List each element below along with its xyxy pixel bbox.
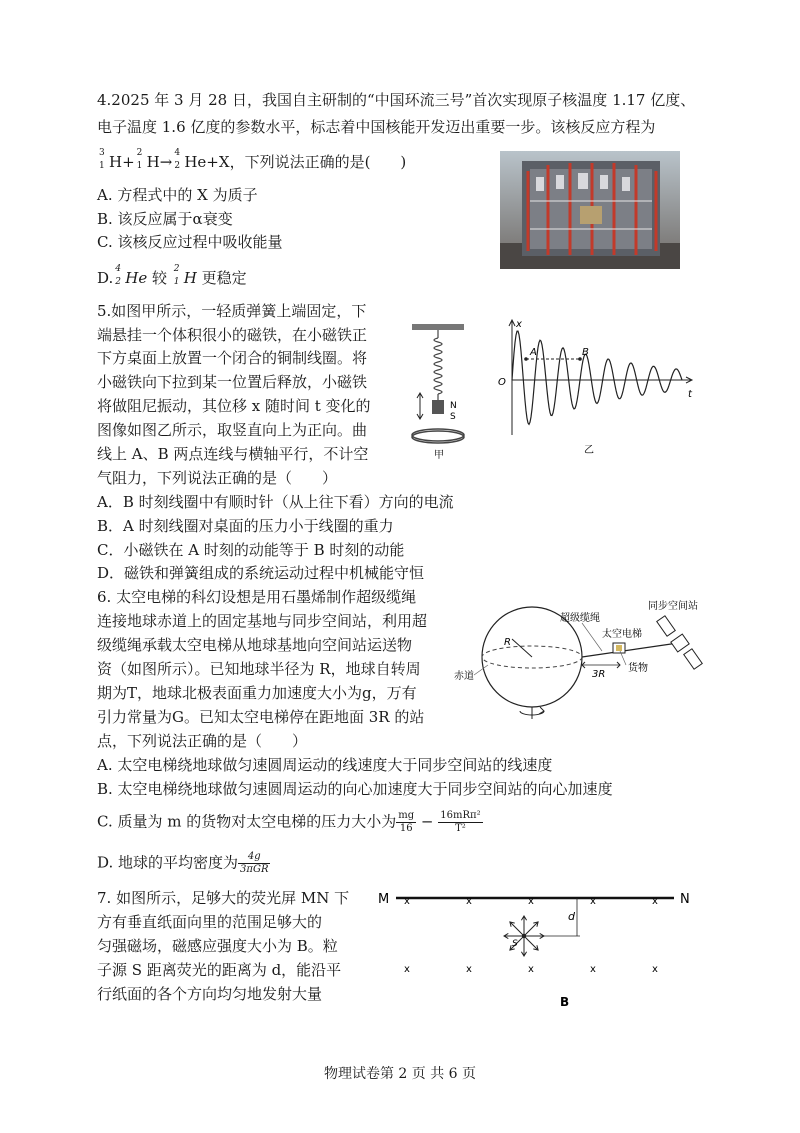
space-station-icon: [657, 616, 703, 669]
figure-yi-displacement-graph: [490, 315, 700, 460]
q4-option-d: D. 4 2 He 较 2 1 H 更稳定: [97, 264, 247, 287]
q7-line-3: 匀强磁场，磁感应强度大小为 B。粒: [97, 937, 338, 955]
q6-line-1: 6. 太空电梯的科幻设想是用石墨烯制作超级缆绳: [97, 588, 417, 606]
axis-x-label: x: [516, 319, 522, 330]
q5-line-2: 端悬挂一个体积很小的磁铁，在小磁铁正: [97, 326, 368, 344]
field-x-mark: x: [528, 964, 534, 975]
q6-line-3: 级缆绳承载太空电梯从地球基地向空间站运送物: [97, 636, 413, 654]
nuclide-h2: 2 1 H: [136, 148, 160, 171]
page-footer: 物理试卷第 2 页 共 6 页: [323, 1066, 477, 1082]
q4-equation: 3 1 H+ 2 1 H→ 4 2 He+X，下列说法正确的是( ): [99, 148, 407, 171]
field-x-mark: x: [652, 896, 658, 907]
q5-line-8: 气阻力，下列说法正确的是（ ）: [97, 469, 338, 487]
q4-line-2: 电子温度 1.6 亿度的参数水平，标志着中国核能开发迈出重要一步。该核反应方程为: [97, 118, 656, 136]
magnet-n-label: N: [450, 401, 457, 411]
q7-line-2: 方有垂直纸面向里的范围足够大的: [97, 913, 323, 931]
q7-line-5: 行纸面的各个方向均匀地发射大量: [97, 985, 323, 1003]
emission-ray: [524, 922, 538, 936]
q6-line-4: 资（如图所示）。已知地球半径为 R，地球自转周: [97, 660, 421, 678]
field-b-label: B: [560, 995, 570, 1009]
q6-line-2: 连接地球赤道上的固定基地与同步空间站，利用超: [97, 612, 428, 630]
fraction-density: $\frac{4g}{\text{3πGR}}$: [240, 851, 269, 875]
motion-arrows: [417, 393, 423, 419]
q5-line-5: 将做阻尼振动，其位移 x 随时间 t 变化的: [97, 397, 371, 415]
radius-label: R: [504, 637, 511, 648]
elevator-label: 太空电梯: [602, 629, 642, 640]
nuclide-he4: 4 2 He+X: [174, 148, 230, 171]
radius-line: [512, 639, 532, 657]
fraction-mg-16: $\frac{mg}{16}$: [398, 810, 415, 834]
source-s-label: S: [512, 939, 518, 949]
q6-option-b: B. 太空电梯绕地球做匀速圆周运动的向心加速度大于同步空间站的向心加速度: [97, 780, 613, 798]
q5-option-c: C．小磁铁在 A 时刻的动能等于 B 时刻的动能: [97, 541, 405, 559]
equator-label: 赤道: [454, 671, 474, 682]
field-x-mark: x: [528, 896, 534, 907]
cable-line: [582, 643, 678, 657]
magnet-s-label: S: [450, 412, 456, 422]
spring: [434, 330, 442, 400]
q5-line-3: 下方桌面上放置一个闭合的铜制线圈。将: [97, 349, 368, 367]
q4-option-b: B. 该反应属于α衰变: [97, 210, 233, 228]
tokamak-photo: [500, 151, 680, 269]
q5-option-d: D．磁铁和弹簧组成的系统运动过程中机械能守恒: [97, 564, 425, 582]
point-a-label: A: [530, 347, 537, 358]
q5-option-b: B．A 时刻线圈对桌面的压力小于线圈的重力: [97, 517, 394, 535]
figure-space-elevator: [452, 595, 722, 725]
field-x-mark: x: [466, 964, 472, 975]
screen-n-label: N: [680, 892, 690, 907]
point-b-label: B: [582, 347, 589, 358]
field-x-mark: x: [466, 896, 472, 907]
field-x-mark: x: [590, 896, 596, 907]
axis-t-label: t: [688, 389, 692, 400]
source-s-point: [522, 934, 526, 938]
damped-curve: [512, 331, 682, 424]
q7-line-4: 子源 S 距离荧光的距离为 d，能沿平: [97, 961, 342, 979]
figure-jia-label: 甲: [434, 450, 444, 461]
emission-ray: [510, 922, 524, 936]
point-a: [524, 357, 528, 361]
field-x-mark: x: [652, 964, 658, 975]
q4-option-a: A. 方程式中的 X 为质子: [97, 186, 258, 204]
q5-option-a: A．B 时刻线圈中有顺时针（从上往下看）方向的电流: [97, 493, 454, 511]
cargo-box: [616, 645, 622, 651]
q5-line-1: 5.如图甲所示，一轻质弹簧上端固定，下: [97, 302, 367, 320]
nuclide-he: 4 2 He: [115, 264, 148, 287]
q5-line-7: 线上 A、B 两点连线与横轴平行，不计空: [97, 445, 369, 463]
q5-line-6: 图像如图乙所示，取竖直向上为正向。曲: [97, 421, 368, 439]
q4-option-c: C. 该核反应过程中吸收能量: [97, 233, 283, 251]
figure-fluorescent-screen: [372, 882, 702, 1012]
q6-option-d: D. 地球的平均密度为 $\frac{4g}{\text{3πGR}}$: [97, 851, 269, 875]
three-r-label: 3R: [592, 669, 606, 680]
station-label: 同步空间站: [648, 601, 698, 612]
emission-ray: [524, 936, 538, 950]
nuclide-h3: 3 1 H: [99, 148, 123, 171]
q7-line-1: 7. 如图所示，足够大的荧光屏 MN 下: [97, 889, 350, 907]
q6-option-c: C. 质量为 m 的货物对太空电梯的压力大小为 $\frac{mg}{16}$ − $\frac{\text{16mRπ²}}{\text{T²}}$: [97, 810, 481, 834]
q6-line-7: 点，下列说法正确的是（ ）: [97, 732, 308, 750]
field-x-mark: x: [404, 964, 410, 975]
field-x-mark: x: [590, 964, 596, 975]
q6-option-a: A. 太空电梯绕地球做匀速圆周运动的线速度大于同步空间站的线速度: [97, 756, 553, 774]
cargo-label: 货物: [628, 663, 648, 674]
cable-label: 超级缆绳: [560, 613, 600, 624]
origin-label: O: [498, 377, 506, 388]
screen-m-label: M: [378, 892, 390, 907]
nuclide-h: 2 1 H: [173, 264, 197, 287]
q4-line-1: 4.2025 年 3 月 28 日，我国自主研制的“中国环流三号”首次实现原子核温度 1.17 亿度、: [97, 91, 696, 109]
q6-line-5: 期为T，地球北极表面重力加速度大小为g，万有: [97, 684, 417, 702]
ceiling-support: [412, 324, 464, 330]
field-x-mark: x: [404, 896, 410, 907]
distance-d-label: d: [568, 910, 575, 923]
figure-jia-spring-magnet: [400, 318, 480, 463]
figure-yi-label: 乙: [584, 445, 594, 456]
q6-line-6: 引力常量为G。已知太空电梯停在距地面 3R 的站: [97, 708, 425, 726]
fraction-16mr-pi2-t2: $\frac{\text{16mRπ²}}{\text{T²}}$: [440, 810, 481, 834]
q5-line-4: 小磁铁向下拉到某一位置后释放，小磁铁: [97, 373, 368, 391]
magnet: [432, 400, 444, 414]
